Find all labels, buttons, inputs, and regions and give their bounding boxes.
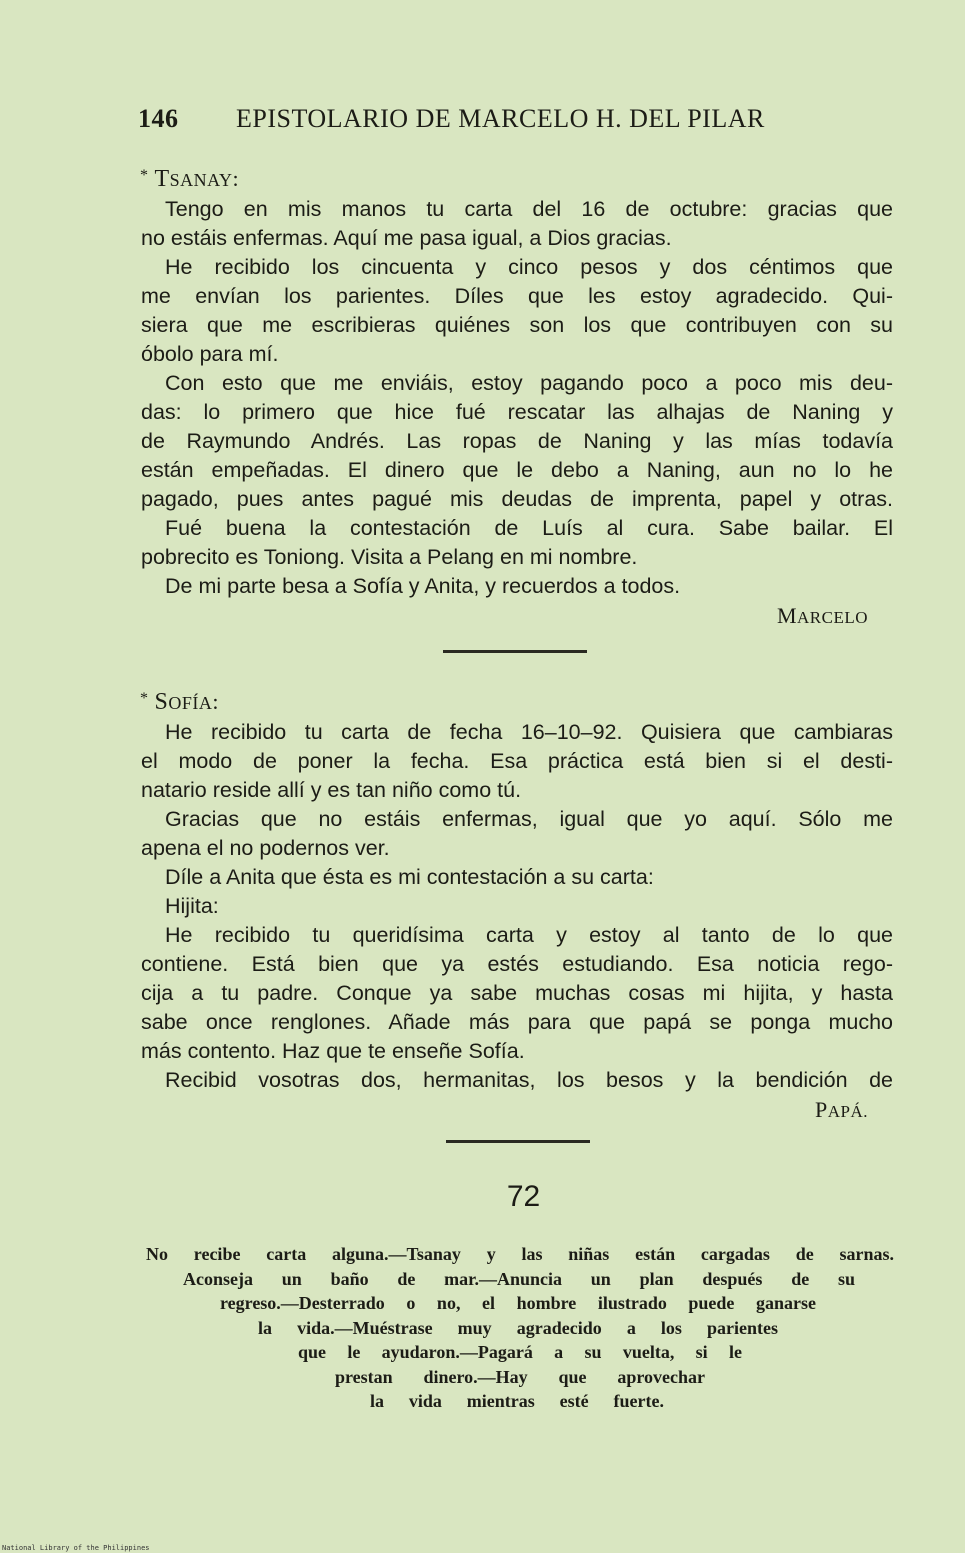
text-line: más contento. Haz que te enseñe Sofía. [141,1039,525,1063]
text-line: He recibido tu queridísima carta y estoy al tanto de lo que [165,923,893,947]
summary-line: regreso.—Desterrado o no, el hombre ilustrado puede ganarse [220,1293,816,1313]
text-line: He recibido tu carta de fecha 16–10–92. Quisiera que cambiaras [165,720,893,744]
salutation-asterisk: * [140,167,149,184]
text-line: natario reside allí y es tan niño como tú. [141,778,522,802]
text-line: Con esto que me enviáis, estoy pagando poco a poco mis deu- [165,371,893,395]
text-line: De mi parte besa a Sofía y Anita, y recuerdos a todos. [165,574,681,598]
salutation-sofia [140,689,219,716]
running-title: EPISTOLARIO DE MARCELO H. DEL PILAR [236,104,765,133]
salutation-tsanay [140,166,239,193]
text-line: Recibid vosotras dos, hermanitas, los besos y la bendición de [165,1068,893,1092]
text-line: me envían los parientes. Díles que les estoy agradecido. Qui- [141,284,893,308]
text-line: contiene. Está bien que ya estés estudiando. Esa noticia rego- [141,952,893,976]
section-divider [446,1140,590,1143]
text-line: están empeñadas. El dinero que le debo a Naning, aun no lo he [141,458,893,482]
section-divider [443,650,587,653]
text-line: no estáis enfermas. Aquí me pasa igual, a Dios gracias. [141,226,672,250]
summary-line: prestan dinero.—Hay que aprovechar [335,1367,705,1387]
signature-initial: M [776,603,797,628]
salutation-colon: : [232,166,240,191]
signature-initial: P [814,1097,828,1122]
text-line: siera que me escribieras quiénes son los que contribuyen con su [141,313,893,337]
summary-line: que le ayudaron.—Pagará a su vuelta, si le [298,1342,742,1362]
text-line: de Raymundo Andrés. Las ropas de Naning y las mías todavía [141,429,893,453]
summary-line: la vida.—Muéstrase muy agradecido a los parientes [258,1318,778,1338]
summary-line: Aconseja un baño de mar.—Anuncia un plan después de su [183,1269,855,1289]
signature-rest: APÁ. [827,1102,868,1121]
text-line: el modo de poner la fecha. Esa práctica está bien si el desti- [141,749,893,773]
footer-credit: National Library of the Philippines [2,1544,150,1552]
signature-marcelo [777,603,868,629]
text-line: He recibido los cincuenta y cinco pesos y dos céntimos que [165,255,893,279]
salutation-colon: : [212,689,219,714]
text-line: Tengo en mis manos tu carta del 16 de octubre: gracias que [165,197,893,221]
text-line: pagado, pues antes pagué mis deudas de imprenta, papel y otras. [141,487,893,511]
signature-papa [815,1097,868,1123]
text-line: óbolo para mí. [141,342,279,366]
summary-line: No recibe carta alguna.—Tsanay y las niñas están cargadas de sarnas. [146,1244,894,1264]
page-number: 146 [138,104,179,133]
text-line: pobrecito es Toniong. Visita a Pelang en mi nombre. [141,545,638,569]
running-header [138,104,838,144]
text-line: das: lo primero que hice fué rescatar las alhajas de Naning y [141,400,893,424]
text-line: Díle a Anita que ésta es mi contestación a su carta: [165,865,654,889]
salutation-initial: S [154,689,169,715]
summary-line: la vida mientras esté fuerte. [370,1391,664,1411]
text-line: apena el no podernos ver. [141,836,390,860]
salutation-rest: OFÍA [168,693,213,713]
text-line: Hijita: [165,894,219,918]
text-line: sabe once renglones. Añade más para que papá se ponga mucho [141,1010,893,1034]
salutation-rest: SANAY [169,170,233,190]
text-line: cija a tu padre. Conque ya sabe muchas cosas mi hijita, y hasta [141,981,893,1005]
text-line: Gracias que no estáis enfermas, igual que yo aquí. Sólo me [165,807,893,831]
salutation-asterisk: * [140,690,149,707]
text-line: Fué buena la contestación de Luís al cura. Sabe bailar. El [165,516,893,540]
letter-number: 72 [506,1180,541,1213]
salutation-initial: T [154,166,170,192]
signature-rest: ARCELO [797,608,868,627]
